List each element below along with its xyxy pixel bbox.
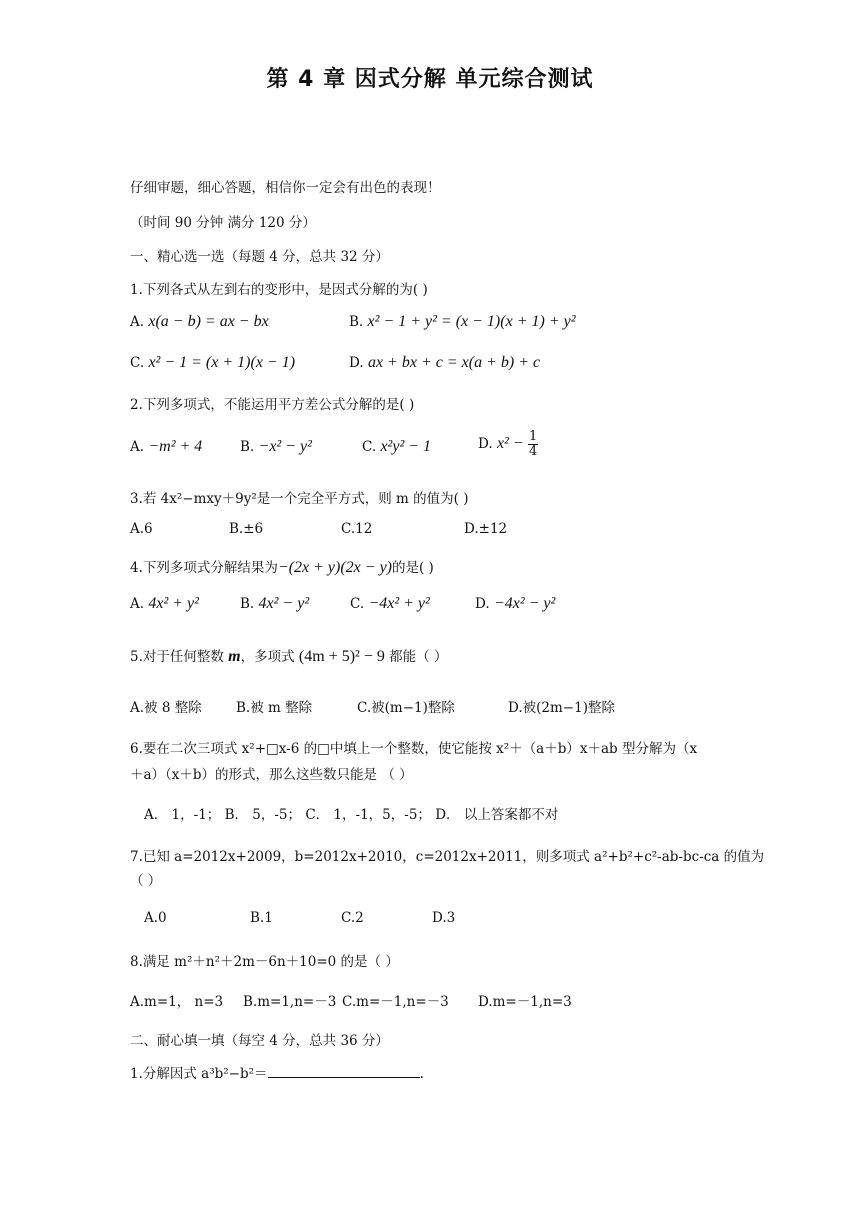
option-formula: −4x² − y² <box>493 595 556 612</box>
option-label: C. <box>130 355 149 371</box>
question-8-option-d: D.m=－1,n=3 <box>478 994 572 1010</box>
question-4-option-b <box>240 595 309 613</box>
option-label: B. <box>240 596 259 612</box>
question-2-option-c <box>362 438 431 456</box>
question-7-option-a: A.0 <box>144 910 167 926</box>
stem-text: 的是( ) <box>392 560 434 576</box>
question-5-stem <box>130 645 447 666</box>
stem-variable: m <box>228 648 241 665</box>
question-3-option-d: D.±12 <box>464 521 508 537</box>
question-3-option-a: A.6 <box>130 521 153 537</box>
stem-formula: (4m + 5)² − 9 <box>298 648 385 665</box>
question-7-stem-line-1: 7.已知 a=2012x+2009，b=2012x+2010，c=2012x+2011，则多项式 a²+b²+c²-ab-bc-ca 的值为 <box>130 849 765 865</box>
option-formula: ax + bx + c = x(a + b) + c <box>367 354 541 371</box>
question-6-stem-line-2: ＋a）（x＋b）的形式，那么这些数只能是 （ ） <box>130 767 413 783</box>
question-4-option-c <box>350 595 430 613</box>
question-1-option-d <box>349 354 540 372</box>
stem-text: . <box>419 1066 424 1082</box>
question-2-option-b <box>240 438 312 456</box>
question-1-stem: 1.下列各式从左到右的变形中，是因式分解的为( ) <box>130 282 428 298</box>
stem-text: 4.下列多项式分解结果为 <box>130 560 278 576</box>
question-1-option-b <box>349 313 576 331</box>
question-2-option-d <box>478 430 538 459</box>
question-7-option-b: B.1 <box>250 910 273 926</box>
question-2-option-a <box>130 438 202 456</box>
option-formula: x² − <box>496 435 524 452</box>
question-5-option-b: B.被 m 整除 <box>236 700 313 716</box>
question-5-option-c: C.被(m−1)整除 <box>357 700 455 716</box>
option-formula: −m² + 4 <box>148 438 203 455</box>
question-8-option-a: A.m=1， n=3 <box>130 994 224 1010</box>
stem-formula: −(2x + y)(2x − y) <box>277 559 392 576</box>
question-2-stem: 2.下列多项式，不能运用平方差公式分解的是( ) <box>130 397 415 413</box>
question-4-option-a <box>130 595 199 613</box>
question-3-option-c: C.12 <box>341 521 373 537</box>
option-formula: x(a − b) = ax − bx <box>148 313 269 330</box>
question-3-stem: 3.若 4x²−mxy＋9y²是一个完全平方式，则 m 的值为( ) <box>130 491 469 507</box>
option-formula: x² − 1 + y² = (x − 1)(x + 1) + y² <box>367 313 576 330</box>
question-5-option-d: D.被(2m−1)整除 <box>508 700 615 716</box>
option-label: C. <box>362 439 381 455</box>
question-6-stem-line-1: 6.要在二次三项式 x²+□x-6 的□中填上一个整数，使它能按 x²＋（a＋b）x＋ab 型分解为（x <box>130 741 698 757</box>
option-label: D. <box>475 596 494 612</box>
option-label: B. <box>240 439 259 455</box>
stem-text: 都能（ ） <box>384 649 448 665</box>
option-formula: −x² − y² <box>258 438 312 455</box>
exam-time: （时间 90 分钟 满分 120 分） <box>130 215 316 231</box>
answer-blank[interactable] <box>268 1065 420 1078</box>
stem-text: 1.分解因式 a³b²−b²＝ <box>130 1066 268 1082</box>
intro-text: 仔细审题，细心答题，相信你一定会有出色的表现！ <box>130 180 441 196</box>
question-1-option-a <box>130 313 269 331</box>
option-label: D. <box>349 355 368 371</box>
fill-question-1 <box>130 1062 424 1082</box>
question-6-options: A． 1，-1； B． 5，-5； C． 1，-1，5，-5； D． 以上答案都不对 <box>144 807 559 823</box>
stem-text: 5.对于任何整数 <box>130 649 229 665</box>
fraction <box>528 430 538 459</box>
stem-text: ，多项式 <box>240 649 299 665</box>
option-label: C. <box>350 596 369 612</box>
fraction-denominator: 4 <box>528 444 538 459</box>
fraction-numerator: 1 <box>528 429 538 444</box>
option-formula: x² − 1 = (x + 1)(x − 1) <box>148 354 296 371</box>
option-formula: 4x² + y² <box>148 595 199 612</box>
section-choice-heading: 一、精心选一选（每题 4 分，总共 32 分） <box>130 249 389 265</box>
section-fill-heading: 二、耐心填一填（每空 4 分，总共 36 分） <box>130 1033 389 1049</box>
question-7-stem-line-2: （ ） <box>130 873 162 889</box>
page-title: 第 4 章 因式分解 单元综合测试 <box>266 67 594 92</box>
option-label: D. <box>478 436 497 452</box>
option-formula: 4x² − y² <box>258 595 310 612</box>
question-1-option-c <box>130 354 295 372</box>
question-8-option-b: B.m=1,n=－3 <box>243 994 337 1010</box>
question-3-option-b: B.±6 <box>229 521 264 537</box>
question-7-option-c: C.2 <box>341 910 364 926</box>
option-formula: −4x² + y² <box>368 595 430 612</box>
question-8-stem: 8.满足 m²＋n²＋2m－6n＋10=0 的是（ ） <box>130 954 399 970</box>
question-4-stem <box>130 556 434 577</box>
question-7-option-d: D.3 <box>432 910 456 926</box>
option-label: B. <box>349 314 368 330</box>
option-label: A. <box>130 314 149 330</box>
option-label: A. <box>130 596 149 612</box>
option-formula: x²y² − 1 <box>380 438 432 455</box>
question-8-option-c: C.m=－1,n=－3 <box>342 994 449 1010</box>
question-4-option-d <box>475 595 555 613</box>
option-label: A. <box>130 439 149 455</box>
question-5-option-a: A.被 8 整除 <box>130 700 202 716</box>
